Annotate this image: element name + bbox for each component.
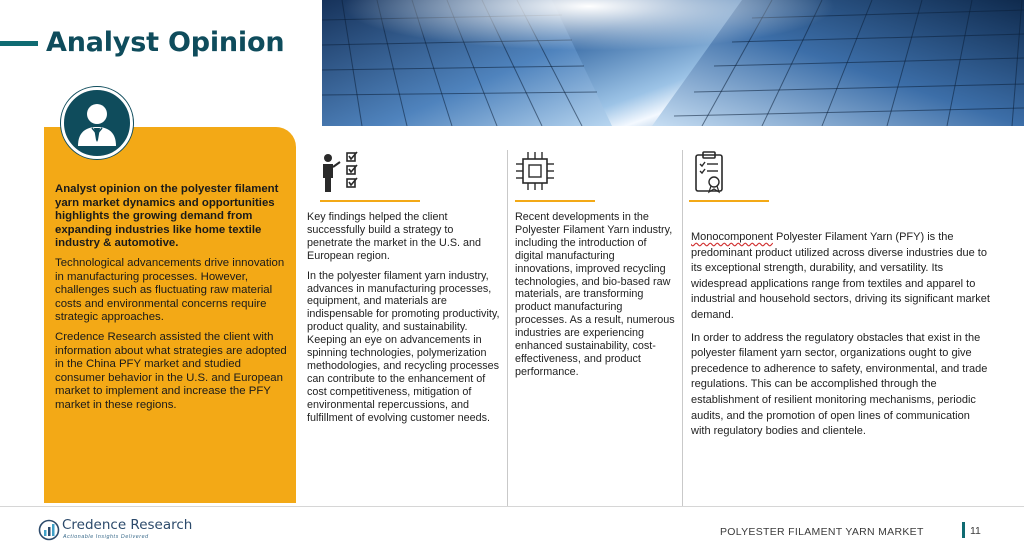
- page-number: 11: [970, 525, 981, 537]
- logo-mark-icon: [38, 519, 60, 541]
- column-divider-accent: [320, 200, 420, 202]
- column-1-paragraph-2: In the polyester filament yarn industry, advances in manufacturing processes, equipment, and materials are indispensable for promoting productivity, product quality, and sustainability. Keeping an eye on advancements in spinning technologies, polymerization methodologies, and recycling processes can contribute to the enhancement of cost competitiveness, mitigation of environmental repercussions, and fulfillment of evolving customer needs.: [307, 269, 500, 424]
- analyst-panel-text: [55, 183, 291, 419]
- hero-image: [322, 0, 1024, 126]
- column-divider-accent: [689, 200, 769, 202]
- column-3-paragraph-2: In order to address the regulatory obstacles that exist in the polyester filament yarn sector, organizations ought to give precedence to adherence to safety, environmental, and trade regulations. This can be accomplished through the establishment of resilient monitoring mechanisms, periodic audits, and the promotion of open lines of communication with regulatory bodies and clientele.: [691, 331, 988, 438]
- column-3-paragraph-1: Monocomponent Polyester Filament Yarn (PFY) is the predominant product utilized across diverse industries due to its exceptional strength, durability, and versatility. Its widespread applications range from textiles and apparel to industrial and household sectors, driving its significant market demand.: [691, 231, 990, 321]
- page-title: Analyst Opinion: [46, 27, 285, 58]
- report-title: POLYESTER FILAMENT YARN MARKET: [720, 526, 924, 538]
- page-number-accent: [962, 522, 965, 538]
- column-2-text: [515, 211, 675, 386]
- presenter-checklist-icon: [320, 150, 366, 199]
- column-3-text: [691, 230, 991, 447]
- logo-name: Credence Research: [62, 517, 193, 533]
- footer-divider: [0, 506, 1024, 507]
- column-divider-accent: [515, 200, 595, 202]
- spellcheck-word: Monocomponent: [691, 231, 773, 243]
- analyst-paragraph-2: Credence Research assisted the client with information about what strategies are adopted in the China PFY market and studied consumer behavior in the U.S. and European market to implement and increase the PFY market in these regions.: [55, 330, 287, 411]
- column-1-paragraph-1: Key findings helped the client successfully build a strategy to penetrate the market in the U.S. and European region.: [307, 211, 482, 262]
- column-1-text: [307, 211, 501, 432]
- analyst-heading: Analyst opinion on the polyester filament yarn market dynamics and opportunities highlights the growing demand from expanding industries like home textile industry & automotive.: [55, 183, 279, 250]
- column-key-findings: [300, 150, 504, 506]
- logo-tagline: Actionable Insights Delivered: [63, 534, 149, 540]
- analyst-paragraph-1: Technological advancements drive innovation in manufacturing processes. However, challenges such as fluctuating raw material costs and environmental concerns require strategic approaches.: [55, 256, 285, 324]
- microchip-icon: [515, 150, 555, 197]
- column-2-paragraph-1: Recent developments in the Polyester Filament Yarn industry, including the introduction of digital manufacturing innovations, improved recycling technologies, and bio-based raw materials, are transforming product manufacturing processes. As a result, numerous industries are experiencing enhanced sustainability, cost-effectiveness, and product performance.: [515, 211, 675, 378]
- column-product-overview: [682, 150, 992, 506]
- credence-research-logo: [38, 517, 208, 543]
- column-recent-developments: [507, 150, 681, 506]
- analyst-avatar-icon: [61, 87, 133, 159]
- clipboard-badge-icon: [694, 150, 726, 199]
- title-accent-bar: [0, 41, 38, 46]
